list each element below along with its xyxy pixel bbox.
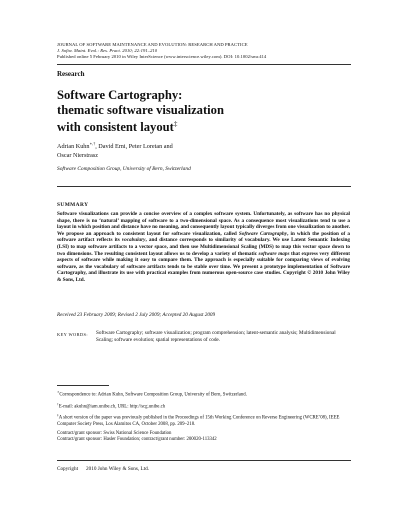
journal-name: JOURNAL OF SOFTWARE MAINTENANCE AND EVOLUTION: RESEARCH AND PRACTICE (57, 42, 248, 47)
author-line-1: Adrian Kuhn∗,†, David Erni, Peter Loretan and (57, 141, 173, 151)
publication-info: Published online 5 February 2010 in Wiley InterScience (www.interscience.wiley.com). DOI: 10.1002/smr.414 (57, 54, 267, 60)
footnote-email: †E-mail: akuhn@iam.unibe.ch, URL: http://scg.unibe.ch (57, 401, 166, 410)
copyright-rule (57, 460, 351, 461)
abstract-emphasis: Software Cartography (238, 230, 288, 237)
grant-sponsor-1: Contract/grant sponsor: Swiss National Science Foundation (57, 430, 172, 436)
affiliation-rule (57, 186, 351, 187)
author-line-2: Oscar Nierstrasz (57, 151, 99, 159)
affiliation: Software Composition Group, University of Bern, Switzerland (57, 166, 191, 172)
summary-heading: SUMMARY (57, 202, 89, 208)
keywords-text: Software Cartography; software visualization; program comprehension; latent-semantic analysis; Multidimensional Scaling; software evolution; spatial representations of code. (96, 330, 336, 343)
abstract-text: Software visualizations can provide a concise overview of a complex software system. Unfortunately, as software has no physical shape, there is no ‘natural’ mapping of software to a two-dimensional space. As a consequence most visualizations tend to use a layout in which position and distance have no meaning, and consequently layout typically diverges from one visualization to another. We propose an approach to consistent layout for software visualization, called Software Cartography, in which the position of a software artifact reflects its vocabulary, and distance corresponds to similarity of vocabulary. We use Latent Semantic Indexing (LSI) to map software artifacts to a vector space, and then use Multidimensional Scaling (MDS) to map this vector space down to two dimensions. The resulting consistent layout allows us to develop a variety of thematic software maps that express very different aspects of software while making it easy to compare them. The approach is especially suitable for comparing views of evolving software, as the vocabulary of software artifacts tends to be stable over time. We present a prototype implementation of Software Cartography, and illustrate its use with practical examples from numerous open-source case studies. Copyright © 2010 John Wiley & Sons, Ltd. (57, 211, 350, 283)
received-dates: Received 23 February 2009; Revised 2 July 2009; Accepted 20 August 2009 (57, 312, 216, 318)
abstract-emphasis: vocabulary (121, 237, 146, 244)
paper-title (57, 88, 347, 135)
copyright-text: 2010 John Wiley & Sons, Ltd. (86, 466, 150, 472)
title-line-3: with consistent layout‡ (57, 120, 178, 135)
title-footnote-mark: ‡ (173, 120, 178, 128)
journal-citation: J. Softw. Maint. Evol.: Res. Pract. 2010; 22:191–210 (57, 48, 158, 54)
title-line-2: thematic software visualization (57, 102, 224, 117)
abstract-emphasis: software maps (258, 250, 290, 257)
keywords-label: KEY WORDS: (57, 332, 88, 337)
footnote-correspondence: ∗Correspondence to: Adrian Kuhn, Software Composition Group, University of Bern, Switzerland. (57, 390, 247, 398)
author-list (57, 140, 317, 161)
title-line-1: Software Cartography: (57, 88, 183, 102)
section-label: Research (57, 70, 85, 78)
footnote-previous-version: ‡A short version of the paper was previously published in the Proceedings of 15th Working Conference on Reverse Engineering (WCRE’08), IEEE Computer Society Press, Los Alamitos CA, October 2008, pp. 209–218. (57, 413, 340, 428)
copyright-label: Copyright (57, 466, 79, 472)
grant-sponsor-2: Contract/grant sponsor: Hasler Foundation; contract/grant number: 200020-113342 (57, 437, 217, 442)
footnotes (57, 389, 351, 445)
author-footnote-marks: ∗,† (89, 141, 96, 146)
footnote-rule (57, 385, 109, 386)
journal-header (57, 42, 357, 61)
header-rule (57, 64, 351, 65)
copyright-line (57, 466, 149, 472)
